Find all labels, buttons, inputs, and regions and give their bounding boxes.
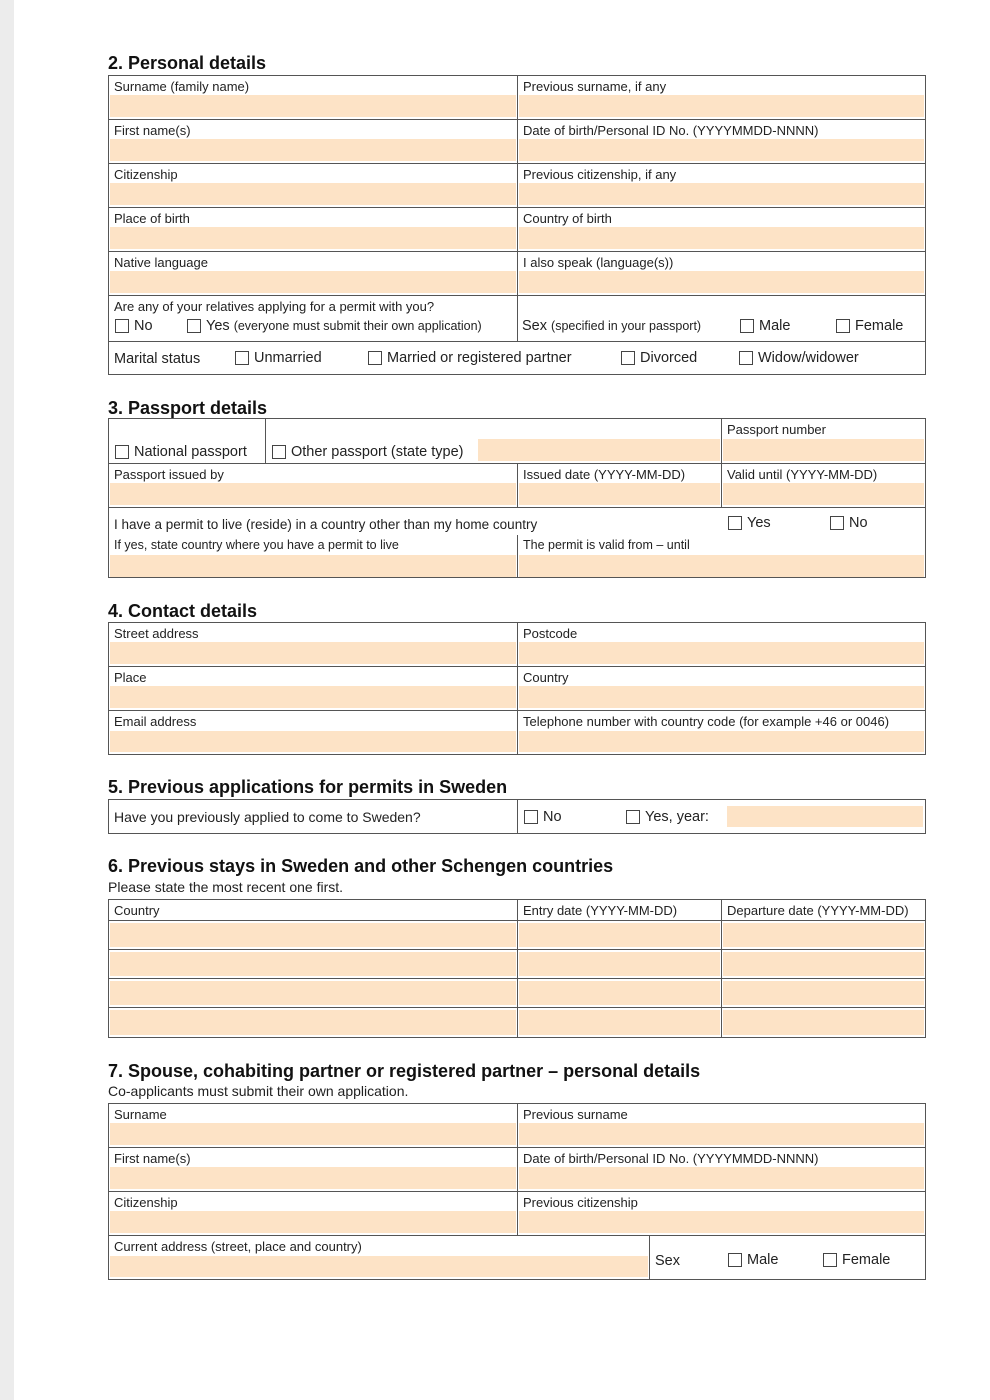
divorced-label: Divorced (640, 350, 698, 366)
stays-header-departure (722, 900, 925, 920)
stay-row-4-departure-input[interactable] (723, 1010, 924, 1035)
passport-number-label: Passport number (727, 422, 826, 437)
section-3-title: 3. Passport details (108, 398, 268, 418)
sex-female-checkbox[interactable] (836, 319, 850, 333)
permit-country-label: If yes, state country where you have a permit to live (114, 538, 399, 552)
col-country-label: Country (114, 903, 160, 918)
surname-input[interactable] (110, 95, 516, 117)
spouse-sex-label: Sex (655, 1253, 680, 1269)
widow-label: Widow/widower (758, 350, 859, 366)
valid-until-label: Valid until (YYYY-MM-DD) (727, 467, 878, 482)
section-4-title: 4. Contact details (108, 601, 258, 621)
street-label: Street address (114, 626, 199, 641)
stay-row-2-departure[interactable] (722, 950, 925, 979)
spouse-address-input[interactable] (110, 1256, 648, 1277)
prev-app-question-cell (109, 800, 518, 833)
prev-surname-label: Previous surname, if any (523, 79, 667, 94)
permit-valid-input[interactable] (519, 555, 924, 577)
section-5-table (108, 799, 926, 834)
sex-label-group (522, 318, 701, 334)
prev-app-no-option[interactable] (524, 809, 562, 825)
dob-input[interactable] (519, 139, 924, 161)
also-speak-input[interactable] (519, 271, 924, 293)
spouse-prev-citizenship-label: Previous citizenship (523, 1195, 638, 1210)
passport-number-field[interactable] (722, 419, 925, 464)
stay-row-4-country[interactable] (109, 1008, 518, 1037)
native-language-input[interactable] (110, 271, 516, 293)
stay-row-1-departure-input[interactable] (723, 923, 924, 947)
spouse-male-label: Male (747, 1252, 779, 1268)
permit-no-label: No (849, 515, 868, 531)
spouse-male-option[interactable] (728, 1252, 778, 1268)
permit-yes-label: Yes (747, 515, 771, 531)
issued-date-label: Issued date (YYYY-MM-DD) (523, 467, 686, 482)
sex-field (518, 296, 925, 342)
section-3-table (108, 418, 926, 578)
stay-row-2-departure-input[interactable] (723, 952, 924, 976)
marital-status-label: Marital status (114, 351, 201, 367)
native-language-label: Native language (114, 255, 208, 270)
issued-date-input[interactable] (519, 483, 720, 505)
place-field[interactable] (109, 667, 518, 711)
surname-label: Surname (family name) (114, 79, 250, 94)
stay-row-2-entry[interactable] (518, 950, 722, 979)
issued-by-input[interactable] (110, 483, 516, 505)
section-2-table (108, 75, 926, 375)
postcode-field[interactable] (518, 623, 925, 667)
spouse-first-names-input[interactable] (110, 1167, 516, 1189)
stay-row-1-entry[interactable] (518, 920, 722, 950)
prev-surname-field[interactable] (518, 76, 925, 120)
married-label: Married or registered partner (387, 350, 572, 366)
citizenship-field[interactable] (109, 164, 518, 208)
permit-yes-option[interactable] (728, 515, 771, 531)
prev-app-yes-label: Yes, year: (645, 809, 709, 825)
other-passport-input[interactable] (478, 439, 720, 461)
marital-status-field (109, 342, 925, 374)
national-passport-option[interactable] (115, 444, 247, 460)
phone-field[interactable] (518, 711, 925, 754)
married-checkbox[interactable] (368, 351, 382, 365)
place-label: Place (114, 670, 147, 685)
unmarried-checkbox[interactable] (235, 351, 249, 365)
spouse-prev-surname-label: Previous surname (523, 1107, 628, 1122)
prev-citizenship-input[interactable] (519, 183, 924, 205)
spouse-female-option[interactable] (823, 1252, 890, 1268)
first-names-label: First name(s) (114, 123, 191, 138)
prev-surname-input[interactable] (519, 95, 924, 117)
prev-app-yes-option[interactable] (626, 809, 709, 825)
stay-row-3-departure[interactable] (722, 979, 925, 1008)
place-of-birth-input[interactable] (110, 227, 516, 249)
stay-row-4-entry[interactable] (518, 1008, 722, 1037)
valid-until-input[interactable] (723, 483, 924, 505)
relatives-yes-note: (everyone must submit their own application) (233, 319, 482, 333)
sex-male-checkbox[interactable] (740, 319, 754, 333)
spouse-prev-citizenship-field[interactable] (518, 1192, 925, 1236)
other-passport-label: Other passport (state type) (291, 444, 464, 460)
issued-by-field[interactable] (109, 464, 518, 508)
stay-row-2-country[interactable] (109, 950, 518, 979)
national-passport-label: National passport (134, 444, 247, 460)
prev-citizenship-label: Previous citizenship, if any (523, 167, 677, 182)
spouse-prev-citizenship-input[interactable] (519, 1211, 924, 1233)
permit-no-checkbox[interactable] (830, 516, 844, 530)
spouse-sex-field (650, 1236, 925, 1279)
stay-row-3-country[interactable] (109, 979, 518, 1008)
stay-row-4-country-input[interactable] (110, 1010, 516, 1035)
stay-row-1-country[interactable] (109, 920, 518, 950)
prev-app-no-label: No (543, 809, 562, 825)
prev-app-no-checkbox[interactable] (524, 810, 538, 824)
permit-no-option[interactable] (830, 515, 868, 531)
spouse-female-checkbox[interactable] (823, 1253, 837, 1267)
country-of-birth-label: Country of birth (523, 211, 612, 226)
email-field[interactable] (109, 711, 518, 754)
email-label: Email address (114, 714, 197, 729)
passport-number-input[interactable] (723, 439, 924, 461)
spouse-dob-input[interactable] (519, 1167, 924, 1189)
national-passport-checkbox[interactable] (115, 445, 129, 459)
divorced-checkbox[interactable] (621, 351, 635, 365)
spouse-surname-field[interactable] (109, 1104, 518, 1148)
spouse-address-field[interactable] (109, 1236, 650, 1279)
permit-country-input[interactable] (110, 555, 516, 577)
permit-block (109, 508, 925, 577)
country-label: Country (523, 670, 569, 685)
section-6-subtitle: Please state the most recent one first. (108, 879, 344, 895)
section-5-title: 5. Previous applications for permits in Sweden (108, 777, 508, 797)
spouse-address-label: Current address (street, place and country) (114, 1239, 362, 1254)
relatives-yes-label: Yes (206, 318, 230, 334)
unmarried-label: Unmarried (254, 350, 322, 366)
dob-field[interactable] (518, 120, 925, 164)
stay-row-3-departure-input[interactable] (723, 981, 924, 1005)
national-passport-cell (109, 419, 266, 464)
spouse-dob-label: Date of birth/Personal ID No. (YYYYMMDD-NNNN) (523, 1151, 819, 1166)
valid-until-field[interactable] (722, 464, 925, 508)
divorced-option[interactable] (621, 350, 697, 366)
stay-row-2-entry-input[interactable] (519, 952, 720, 976)
first-names-input[interactable] (110, 139, 516, 161)
postcode-label: Postcode (523, 626, 578, 641)
col-departure-label: Departure date (YYYY-MM-DD) (727, 903, 909, 918)
permit-question: I have a permit to live (reside) in a country other than my home country (114, 517, 538, 532)
phone-label: Telephone number with country code (for example +46 or 0046) (523, 714, 890, 729)
sex-label: Sex (522, 318, 547, 334)
place-of-birth-field[interactable] (109, 208, 518, 252)
stay-row-3-country-input[interactable] (110, 981, 516, 1005)
permit-valid-field[interactable] (518, 535, 925, 577)
relatives-question: Are any of your relatives applying for a permit with you? (114, 299, 435, 314)
dob-label: Date of birth/Personal ID No. (YYYYMMDD-NNNN) (523, 123, 819, 138)
postcode-input[interactable] (519, 642, 924, 664)
unmarried-option[interactable] (235, 350, 322, 366)
place-input[interactable] (110, 686, 516, 708)
surname-field[interactable] (109, 76, 518, 120)
spouse-female-label: Female (842, 1252, 891, 1268)
prev-citizenship-field[interactable] (518, 164, 925, 208)
stay-row-1-entry-input[interactable] (519, 923, 720, 947)
permit-valid-label: The permit is valid from – until (523, 538, 690, 552)
other-passport-checkbox[interactable] (272, 445, 286, 459)
first-names-field[interactable] (109, 120, 518, 164)
prev-app-year-input[interactable] (727, 806, 923, 827)
section-2-title: 2. Personal details (108, 53, 267, 73)
section-7-title: 7. Spouse, cohabiting partner or registered partner – personal details (108, 1061, 701, 1081)
stay-row-1-country-input[interactable] (110, 923, 516, 947)
citizenship-label: Citizenship (114, 167, 178, 182)
stay-row-3-entry-input[interactable] (519, 981, 720, 1005)
spouse-citizenship-input[interactable] (110, 1211, 516, 1233)
sex-male-label: Male (759, 318, 791, 334)
street-input[interactable] (110, 642, 516, 664)
stay-row-4-entry-input[interactable] (519, 1010, 720, 1035)
spouse-surname-label: Surname (114, 1107, 167, 1122)
section-6-title: 6. Previous stays in Sweden and other Schengen countries (108, 856, 614, 876)
sex-female-option[interactable] (836, 318, 903, 334)
issued-date-field[interactable] (518, 464, 722, 508)
stays-header-country (109, 900, 518, 920)
section-7-subtitle: Co-applicants must submit their own application. (108, 1083, 409, 1099)
phone-input[interactable] (519, 731, 924, 752)
stay-row-1-departure[interactable] (722, 920, 925, 950)
spouse-first-names-field[interactable] (109, 1148, 518, 1192)
place-of-birth-label: Place of birth (114, 211, 190, 226)
email-input[interactable] (110, 731, 516, 752)
issued-by-label: Passport issued by (114, 467, 224, 482)
sex-female-label: Female (855, 318, 904, 334)
section-7-table (108, 1103, 926, 1280)
also-speak-field[interactable] (518, 252, 925, 296)
spouse-citizenship-label: Citizenship (114, 1195, 178, 1210)
stay-row-4-departure[interactable] (722, 1008, 925, 1037)
country-of-birth-input[interactable] (519, 227, 924, 249)
relatives-field (109, 296, 518, 342)
relatives-no-label: No (134, 318, 153, 334)
widow-option[interactable] (739, 350, 859, 366)
sex-note: (specified in your passport) (551, 319, 702, 333)
col-entry-label: Entry date (YYYY-MM-DD) (523, 903, 678, 918)
also-speak-label: I also speak (language(s)) (523, 255, 674, 270)
relatives-no-option[interactable] (115, 318, 153, 334)
section-4-table (108, 622, 926, 755)
stay-row-3-entry[interactable] (518, 979, 722, 1008)
street-field[interactable] (109, 623, 518, 667)
form-page (14, 0, 990, 1400)
citizenship-input[interactable] (110, 183, 516, 205)
country-input[interactable] (519, 686, 924, 708)
relatives-yes-option[interactable] (187, 318, 482, 334)
section-6-table (108, 899, 926, 1038)
spouse-prev-surname-input[interactable] (519, 1123, 924, 1145)
prev-app-question: Have you previously applied to come to Sweden? (114, 809, 421, 825)
permit-yes-checkbox[interactable] (728, 516, 742, 530)
spouse-male-checkbox[interactable] (728, 1253, 742, 1267)
native-language-field[interactable] (109, 252, 518, 296)
country-field[interactable] (518, 667, 925, 711)
spouse-first-names-label: First name(s) (114, 1151, 191, 1166)
other-passport-cell (266, 419, 722, 464)
relatives-yes-checkbox[interactable] (187, 319, 201, 333)
stays-header-entry (518, 900, 722, 920)
other-passport-option[interactable] (272, 444, 463, 460)
spouse-surname-input[interactable] (110, 1123, 516, 1145)
relatives-no-checkbox[interactable] (115, 319, 129, 333)
married-option[interactable] (368, 350, 572, 366)
permit-country-field[interactable] (109, 535, 518, 577)
widow-checkbox[interactable] (739, 351, 753, 365)
sex-male-option[interactable] (740, 318, 790, 334)
country-of-birth-field[interactable] (518, 208, 925, 252)
spouse-prev-surname-field[interactable] (518, 1104, 925, 1148)
stay-row-2-country-input[interactable] (110, 952, 516, 976)
spouse-citizenship-field[interactable] (109, 1192, 518, 1236)
prev-app-yes-checkbox[interactable] (626, 810, 640, 824)
spouse-dob-field[interactable] (518, 1148, 925, 1192)
